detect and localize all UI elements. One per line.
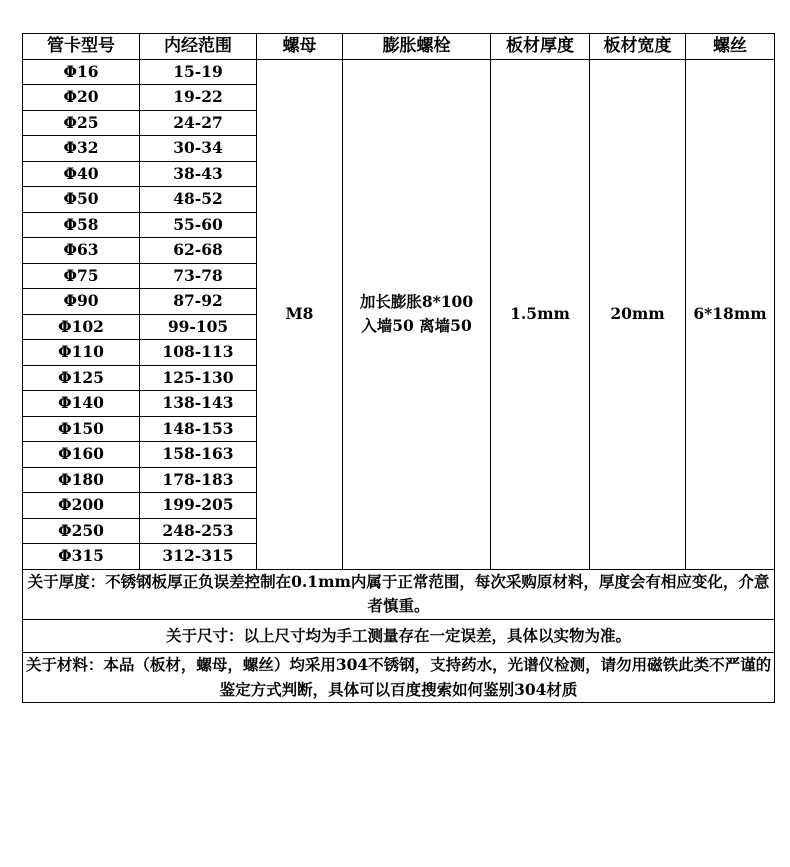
range-cell: 19-22 xyxy=(140,85,257,111)
range-cell: 62-68 xyxy=(140,238,257,264)
range-cell: 99-105 xyxy=(140,314,257,340)
header-model: 管卡型号 xyxy=(23,34,140,60)
bolt-line-2: 入墙50 离墙50 xyxy=(361,316,472,335)
range-cell: 138-143 xyxy=(140,391,257,417)
range-cell: 48-52 xyxy=(140,187,257,213)
bolt-line-1: 加长膨胀8*100 xyxy=(359,291,474,311)
header-width: 板材宽度 xyxy=(590,34,686,60)
bolt-cell xyxy=(343,59,491,569)
model-cell: Φ90 xyxy=(23,289,140,315)
model-cell: Φ110 xyxy=(23,340,140,366)
size-note: 关于尺寸：以上尺寸均为手工测量存在一定误差，具体以实物为准。 xyxy=(23,619,775,653)
model-cell: Φ25 xyxy=(23,110,140,136)
model-cell: Φ180 xyxy=(23,467,140,493)
spec-table xyxy=(22,33,775,703)
range-cell: 248-253 xyxy=(140,518,257,544)
thickness-cell: 1.5mm xyxy=(491,59,590,569)
range-cell: 15-19 xyxy=(140,59,257,85)
range-cell: 30-34 xyxy=(140,136,257,162)
model-cell: Φ160 xyxy=(23,442,140,468)
model-cell: Φ50 xyxy=(23,187,140,213)
model-cell: Φ250 xyxy=(23,518,140,544)
range-cell: 87-92 xyxy=(140,289,257,315)
range-cell: 312-315 xyxy=(140,544,257,570)
range-cell: 55-60 xyxy=(140,212,257,238)
model-cell: Φ150 xyxy=(23,416,140,442)
header-range: 内经范围 xyxy=(140,34,257,60)
screw-cell: 6*18mm xyxy=(686,59,775,569)
model-cell: Φ16 xyxy=(23,59,140,85)
thickness-note: 关于厚度：不锈钢板厚正负误差控制在0.1mm内属于正常范围，每次采购原材料，厚度会有相应变化，介意者慎重。 xyxy=(23,569,775,619)
range-cell: 178-183 xyxy=(140,467,257,493)
nut-cell: M8 xyxy=(257,59,343,569)
model-cell: Φ125 xyxy=(23,365,140,391)
range-cell: 125-130 xyxy=(140,365,257,391)
model-cell: Φ102 xyxy=(23,314,140,340)
note-row-thickness xyxy=(23,569,775,619)
header-row xyxy=(23,34,775,60)
header-bolt: 膨胀螺栓 xyxy=(343,34,491,60)
model-cell: Φ75 xyxy=(23,263,140,289)
model-cell: Φ63 xyxy=(23,238,140,264)
model-cell: Φ315 xyxy=(23,544,140,570)
model-cell: Φ32 xyxy=(23,136,140,162)
range-cell: 158-163 xyxy=(140,442,257,468)
range-cell: 24-27 xyxy=(140,110,257,136)
material-note: 关于材料：本品（板材，螺母，螺丝）均采用304不锈钢，支持药水，光谱仪检测，请勿用磁铁此类不严谨的鉴定方式判断，具体可以百度搜索如何鉴别304材质 xyxy=(23,653,775,703)
model-cell: Φ58 xyxy=(23,212,140,238)
range-cell: 199-205 xyxy=(140,493,257,519)
model-cell: Φ40 xyxy=(23,161,140,187)
range-cell: 108-113 xyxy=(140,340,257,366)
model-cell: Φ20 xyxy=(23,85,140,111)
table-row xyxy=(23,59,775,85)
note-row-size xyxy=(23,619,775,653)
header-thickness: 板材厚度 xyxy=(491,34,590,60)
range-cell: 38-43 xyxy=(140,161,257,187)
model-cell: Φ200 xyxy=(23,493,140,519)
range-cell: 148-153 xyxy=(140,416,257,442)
note-row-material xyxy=(23,653,775,703)
range-cell: 73-78 xyxy=(140,263,257,289)
header-screw: 螺丝 xyxy=(686,34,775,60)
width-cell: 20mm xyxy=(590,59,686,569)
header-nut: 螺母 xyxy=(257,34,343,60)
model-cell: Φ140 xyxy=(23,391,140,417)
